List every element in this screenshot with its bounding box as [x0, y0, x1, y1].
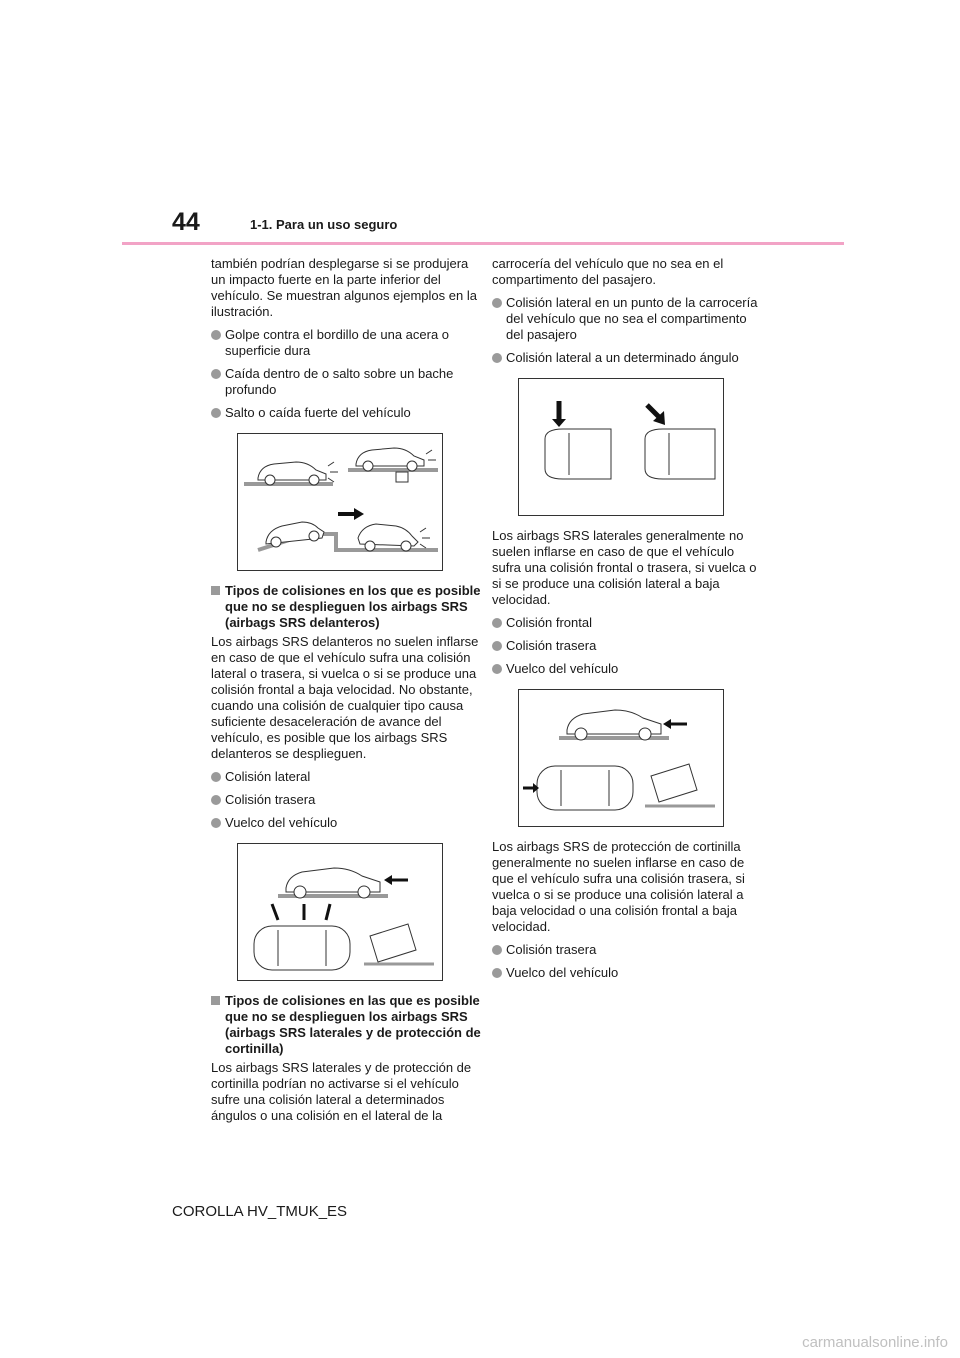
intro-paragraph: también podrían desplegarse si se produjera un impacto fuerte en la parte inferior del vehículo. Se muestran algunos ejemplos en la ilustración. [211, 256, 477, 319]
list-item: Colisión trasera [492, 942, 762, 958]
square-bullet-icon [211, 586, 220, 595]
square-bullet-icon [211, 996, 220, 1005]
bullet-icon [492, 641, 502, 651]
subheading: Tipos de colisiones en los que es posible que no se desplieguen los airbags SRS (airbags SRS delanteros) [211, 583, 481, 631]
paragraph: Los airbags SRS delanteros no suelen inflarse en caso de que el vehículo sufra una colisión lateral o trasera, si vuelca o si se produce una colisión frontal a baja velocidad. No obstante, cuando una colisión de cualquier tipo causa suficiente desaceleración de avance del vehículo, es posible que los airbags SRS delanteros se desplieguen. [211, 634, 479, 761]
list-item: Golpe contra el bordillo de una acera o superficie dura [211, 327, 481, 359]
list-item: Colisión lateral [211, 769, 481, 785]
list-item: Vuelco del vehículo [492, 965, 762, 981]
list-item: Salto o caída fuerte del vehículo [211, 405, 481, 421]
illustration-side-angle-impact [518, 378, 724, 516]
illustration-curb-impacts [237, 433, 443, 571]
bullet-icon [492, 353, 502, 363]
list-item: Colisión lateral a un determinado ángulo [492, 350, 762, 366]
bullet-icon [492, 968, 502, 978]
paragraph: Los airbags SRS de protección de cortinilla generalmente no suelen inflarse en caso de que el vehículo sufra una colisión trasera, si vuelca o si se produce una colisión lateral a baja velocidad o una colisión frontal a baja velocidad. [492, 839, 745, 934]
bullet-icon [211, 795, 221, 805]
paragraph: Los airbags SRS laterales generalmente no suelen inflarse en caso de que el vehículo sufra una colisión frontal o trasera, si vuelca o si se produce una colisión lateral a baja velocidad. [492, 528, 757, 607]
bullet-icon [492, 945, 502, 955]
bullet-icon [492, 618, 502, 628]
left-column [211, 256, 481, 1131]
list-item: Colisión lateral en un punto de la carrocería del vehículo que no sea el compartimento del pasajero [492, 295, 762, 343]
subheading: Tipos de colisiones en las que es posible que no se desplieguen los airbags SRS (airbags SRS laterales y de protección de cortinilla) [211, 993, 481, 1057]
model-footer: COROLLA HV_TMUK_ES [172, 1203, 348, 1220]
watermark: carmanualsonline.info [802, 1334, 948, 1351]
list-item: Colisión trasera [492, 638, 762, 654]
right-column [492, 256, 762, 988]
list-item: Vuelco del vehículo [492, 661, 762, 677]
bullet-icon [492, 298, 502, 308]
list-item: Colisión frontal [492, 615, 762, 631]
page-number: 44 [172, 208, 200, 236]
bullet-icon [492, 664, 502, 674]
bullet-icon [211, 818, 221, 828]
list-item: Caída dentro de o salto sobre un bache profundo [211, 366, 481, 398]
paragraph: Los airbags SRS laterales y de protección de cortinilla podrían no activarse si el vehículo sufre una colisión lateral a determinados ángulos o una colisión en el lateral de la [211, 1060, 472, 1123]
section-title: 1-1. Para un uso seguro [250, 217, 398, 232]
header-divider [122, 242, 844, 245]
bullet-icon [211, 772, 221, 782]
list-item: Colisión trasera [211, 792, 481, 808]
intro-paragraph: carrocería del vehículo que no sea en el compartimento del pasajero. [492, 256, 724, 287]
illustration-front-airbag-exceptions [237, 843, 443, 981]
list-item: Vuelco del vehículo [211, 815, 481, 831]
bullet-icon [211, 408, 221, 418]
bullet-icon [211, 369, 221, 379]
illustration-side-airbag-exceptions [518, 689, 724, 827]
bullet-icon [211, 330, 221, 340]
